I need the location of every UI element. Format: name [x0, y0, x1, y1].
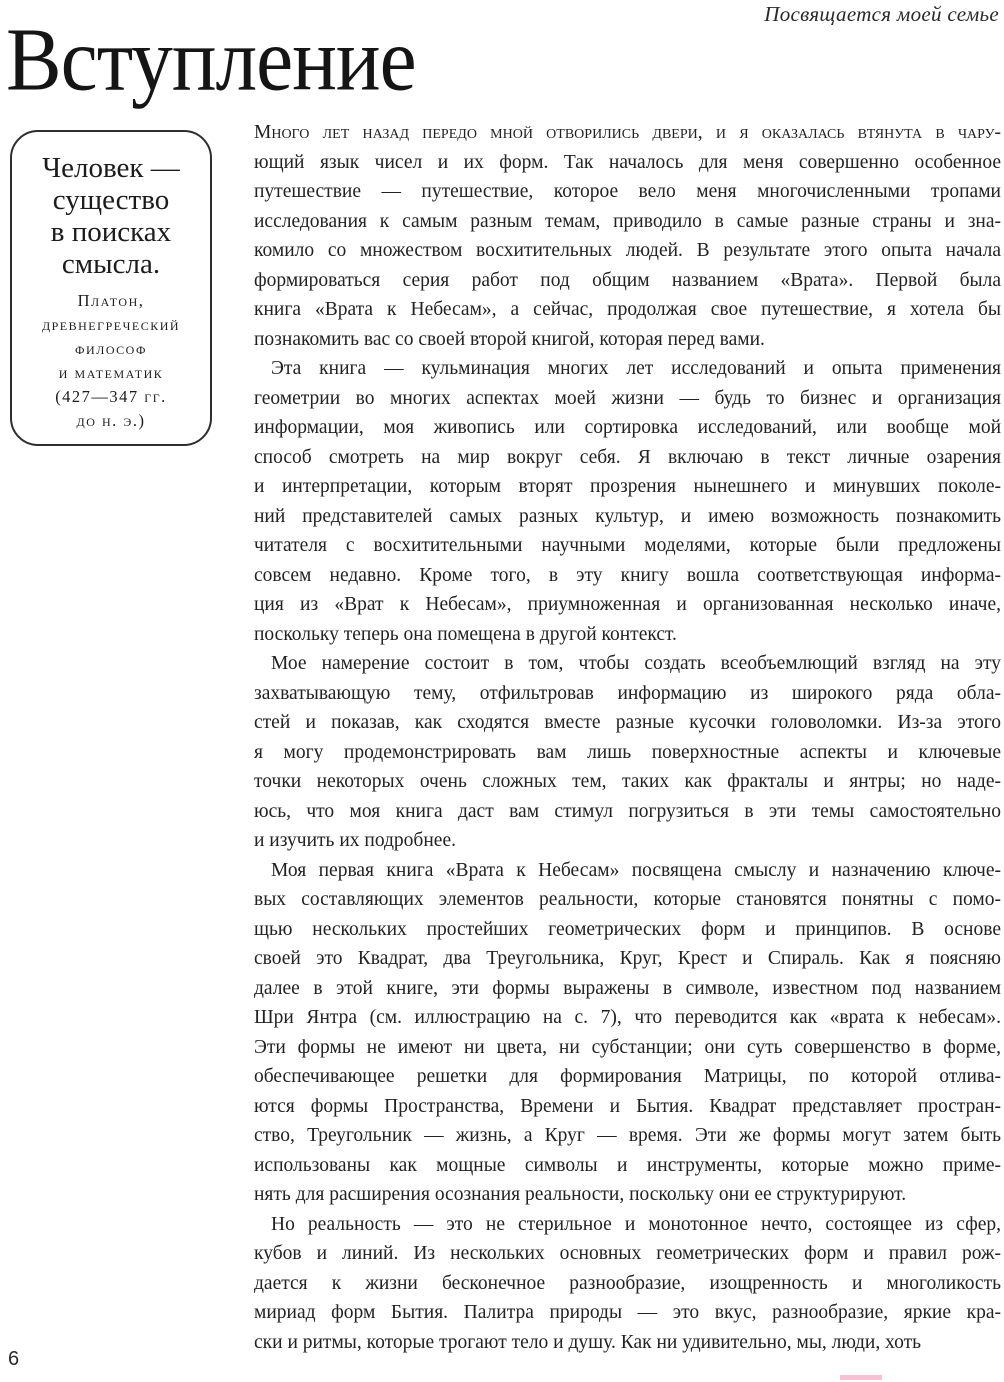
text-line: комило со множеством восхитительных людей. В результате этого опыта начала	[254, 240, 1001, 261]
text-line: Шри Янтра (см. иллюстрацию на с. 7), что переводится как «врата к небесам».	[254, 1007, 1001, 1028]
text-line: ний представителей самых разных культур, и имею возможность познакомить	[254, 505, 1001, 527]
text-line: и интерпретации, которым вторят прозрения нынешнего и минувших поколе-	[254, 476, 1001, 497]
text-line: Много лет назад передо мной отворились двери, и я оказалась втянута в чару-	[254, 122, 1001, 143]
text-line: информации, моя живопись или сортировка исследований, или вообще мой	[254, 417, 1001, 438]
paragraph	[254, 354, 1001, 649]
text-line: поскольку теперь она помещена в другой контекст.	[254, 623, 677, 645]
text-line: ются формы Пространства, Времени и Бытия. Квадрат представляет простран-	[254, 1095, 1001, 1117]
chapter-title: Вступление	[6, 8, 416, 110]
text-line: Эти формы не имеют ни цвета, ни субстанции; они суть совершенство в форме,	[254, 1036, 1001, 1058]
attribution-line: и математик	[58, 363, 164, 382]
text-line: стей и показав, как сходятся вместе разные кусочки головоломки. Из-за этого	[254, 712, 1001, 733]
text-line: читателя с восхитительными научными моделями, которые были предложены	[254, 535, 1001, 556]
text-line: ция из «Врат к Небесам», приумноженная и организованная несколько иначе,	[254, 594, 1001, 615]
text-line: книга «Врата к Небесам», а сейчас, продолжая свое путешествие, я хотела бы	[254, 299, 1001, 320]
text-line: ски и ритмы, которые трогают тело и душу. Как ни удивительно, мы, люди, хоть	[254, 1331, 921, 1353]
text-line: совсем недавно. Кроме того, в эту книгу вошла соответствующая информа-	[254, 564, 1001, 586]
attribution-line: до н. э.)	[76, 411, 146, 430]
text-line: нять для расширения осознания реальности, поскольку они ее структурируют.	[254, 1184, 907, 1205]
text-line: дается к жизни бесконечное разнообразие, изощренность и многоликость	[254, 1272, 1001, 1294]
text-line: формироваться серия работ под общим названием «Врата». Первой была	[254, 269, 1001, 291]
paragraph	[254, 856, 1001, 1210]
text-line: вых составляющих элементов реальности, которые становятся понятны с помо-	[254, 889, 1001, 910]
text-line: ющий язык чисел и их форм. Так началось для меня совершенно особенное	[254, 151, 1001, 173]
body-text	[254, 118, 1001, 1357]
text-line: щью нескольких простейших геометрических форм и принципов. В основе	[254, 918, 1001, 940]
attribution-line: философ	[75, 339, 147, 358]
attribution-line: (427—347 гг.	[55, 387, 167, 406]
page-number: 6	[8, 1348, 20, 1370]
text-line: точки некоторых очень сложных тем, таких как фракталы и янтры; но наде-	[254, 771, 1001, 792]
quote-line: в поисках	[50, 216, 172, 248]
text-line: юсь, что моя книга даст вам стимул погрузиться в эти темы самостоятельно	[254, 800, 1001, 822]
text-line: Мое намерение состоит в том, чтобы создать всеобъемлющий взгляд на эту	[271, 653, 1001, 674]
quote-line: Человек —	[42, 152, 180, 184]
attribution-line: древнегреческий	[41, 315, 181, 334]
dedication-text: Посвящается моей семье	[764, 2, 999, 26]
quote-text	[12, 152, 210, 280]
text-line: способ смотреть на мир вокруг себя. Я включаю в текст личные озарения	[254, 446, 1001, 468]
text-line: кубов и линий. Из нескольких основных геометрических форм и правил рож-	[254, 1243, 1001, 1264]
quote-line: существо	[52, 184, 170, 216]
pink-marker	[840, 1375, 882, 1380]
text-line: познакомить вас со своей второй книгой, которая перед вами.	[254, 328, 765, 350]
text-line: Эта книга — кульминация многих лет исследований и опыта применения	[271, 358, 1001, 379]
text-line: исследования к самым разным темам, приводило в самые разные страны и зна-	[254, 210, 1001, 232]
text-line: мириад форм Бытия. Палитра природы — это вкус, разнообразие, яркие кра-	[254, 1302, 1001, 1323]
text-line: и изучить их подробнее.	[254, 830, 456, 851]
text-line: своей это Квадрат, два Треугольника, Круг, Крест и Спираль. Как я поясняю	[254, 948, 1001, 969]
text-line: ство, Треугольник — жизнь, а Круг — время. Эти же формы могут затем быть	[254, 1125, 1001, 1146]
text-line: Моя первая книга «Врата к Небесам» посвящена смыслу и назначению ключе-	[271, 859, 1001, 881]
paragraph	[254, 649, 1001, 856]
text-line: Но реальность — это не стерильное и монотонное нечто, состоящее из сфер,	[271, 1213, 1001, 1235]
quote-attribution	[12, 289, 210, 433]
paragraph	[254, 118, 1001, 354]
text-line: использованы как мощные символы и инструменты, которые можно приме-	[254, 1154, 1001, 1176]
text-line: путешествие — путешествие, которое вело меня многочисленными тропами	[254, 181, 1001, 202]
text-line: далее в этой книге, эти формы выражены в символе, известном под названием	[254, 977, 1001, 999]
quote-box	[10, 130, 212, 446]
text-line: геометрии во многих аспектах моей жизни — будь то бизнес и организация	[254, 387, 1001, 409]
text-line: я могу продемонстрировать вам лишь поверхностные аспекты и ключевые	[254, 741, 1001, 763]
quote-line: смысла.	[61, 248, 161, 280]
text-line: обеспечивающее решетки для формирования Матрицы, по которой отлива-	[254, 1066, 1001, 1087]
paragraph	[254, 1210, 1001, 1358]
attribution-line: Платон,	[77, 291, 145, 310]
text-line: захватывающую тему, отфильтровав информацию из широкого ряда обла-	[254, 682, 1001, 704]
